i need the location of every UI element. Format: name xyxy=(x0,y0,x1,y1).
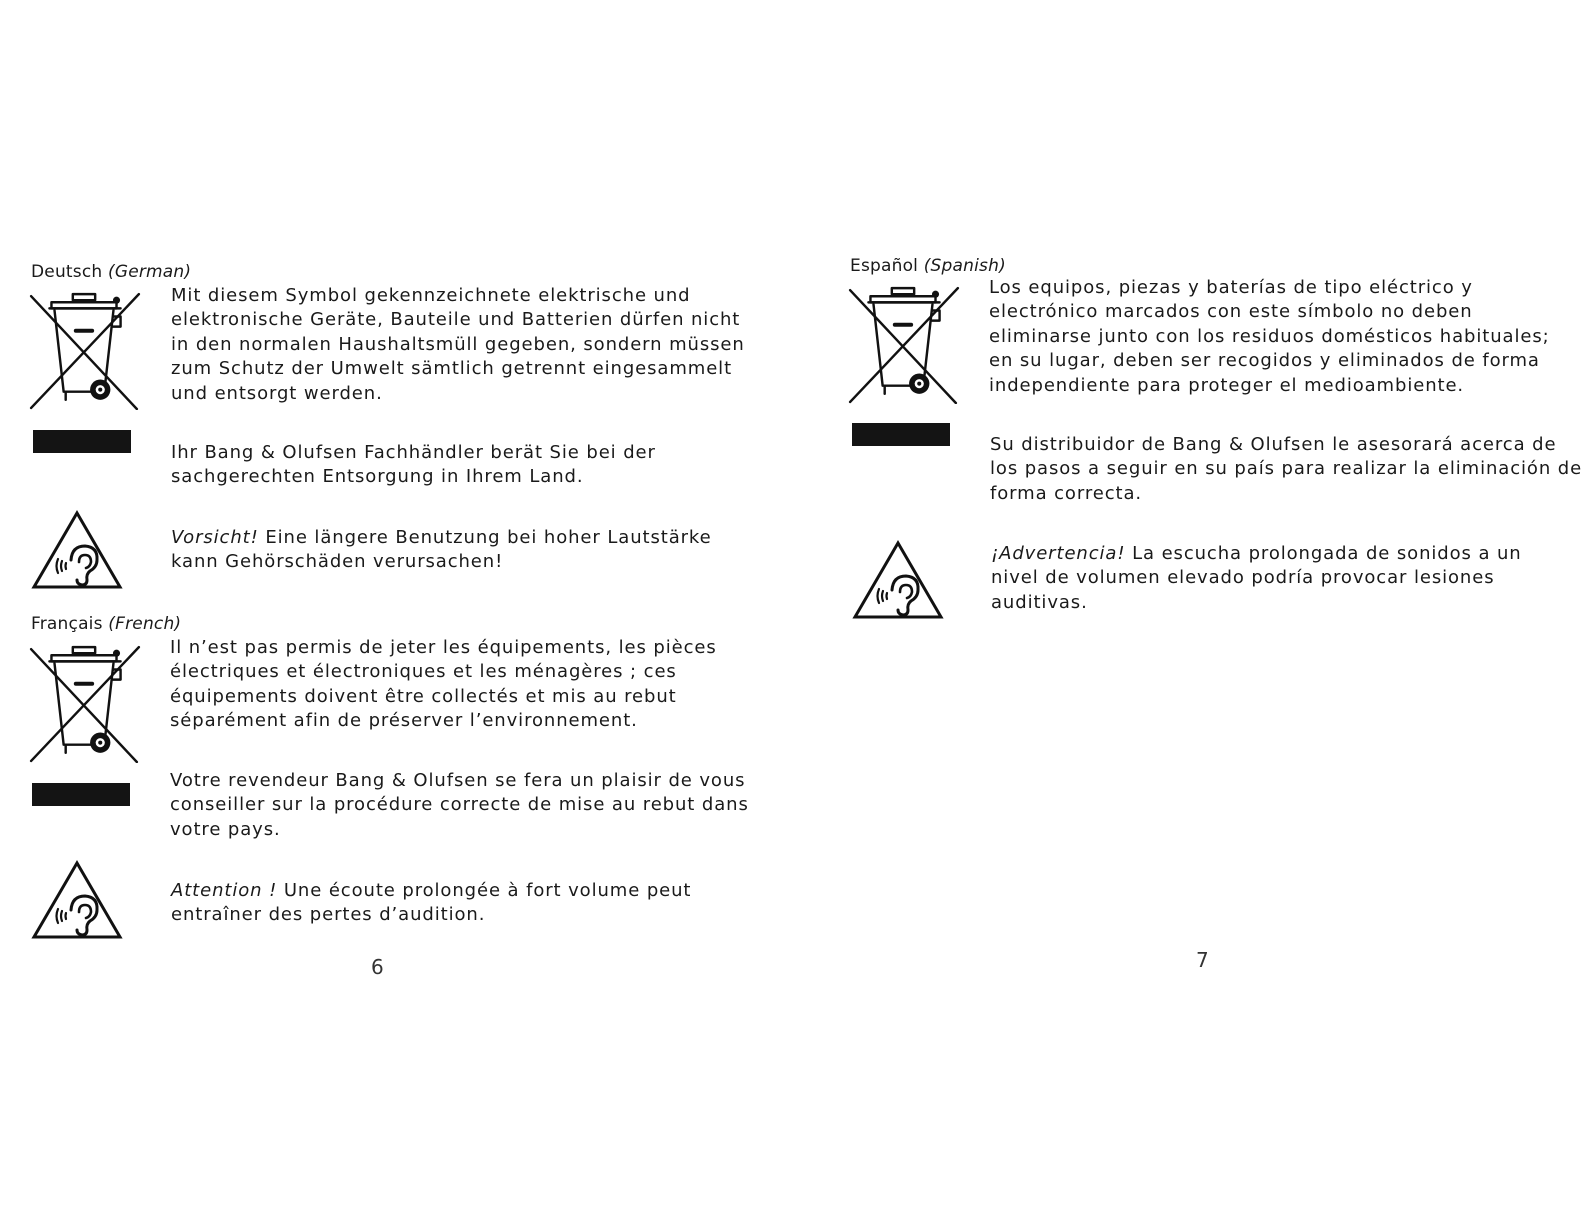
french-weee-paragraph xyxy=(170,636,717,734)
german-heading-text: Deutsch xyxy=(31,262,103,282)
text-line: sachgerechten Entsorgung in Ihrem Land. xyxy=(171,466,584,488)
spanish-section-heading xyxy=(850,256,1006,276)
text-line: los pasos a seguir en su país para realizar la eliminación de xyxy=(990,458,1583,480)
text-line: electrónico marcados con este símbolo no deben xyxy=(989,301,1473,323)
text-line: eliminarse junto con los residuos domésticos habituales; xyxy=(989,325,1550,347)
text-line: séparément afin de préserver l’environnement. xyxy=(170,710,638,732)
page-number-right: 7 xyxy=(1196,948,1209,972)
text-line: électriques et électroniques et les ménagères ; ces xyxy=(170,661,677,683)
hearing-warning-icon xyxy=(31,860,123,940)
text-line: entraîner des pertes d’audition. xyxy=(171,904,486,926)
french-heading-translation: (French) xyxy=(108,614,182,634)
spanish-warning-paragraph xyxy=(991,542,1522,615)
french-section-heading xyxy=(31,614,181,634)
text-line: kann Gehörschäden verursachen! xyxy=(171,551,504,573)
warning-label: Vorsicht! xyxy=(171,527,259,548)
page-number-left: 6 xyxy=(371,955,384,979)
warning-label: Attention ! xyxy=(171,880,278,901)
spanish-dealer-paragraph xyxy=(990,433,1582,506)
hearing-warning-icon xyxy=(852,540,944,620)
text-line: in den normalen Haushaltsmüll gegeben, sondern müssen xyxy=(171,333,745,355)
text-line: Votre revendeur Bang & Olufsen se fera un plaisir de vous xyxy=(170,770,746,791)
german-dealer-paragraph xyxy=(171,441,656,490)
german-section-heading xyxy=(31,262,191,282)
text-line: und entsorgt werden. xyxy=(171,382,383,404)
french-heading-text: Français xyxy=(31,614,103,634)
text-line: Su distribuidor de Bang & Olufsen le asesorará acerca de xyxy=(990,434,1557,455)
text-line: auditivas. xyxy=(991,591,1088,613)
text-line: independiente para proteger el medioambiente. xyxy=(989,374,1465,396)
german-weee-paragraph xyxy=(171,284,745,406)
spanish-heading-translation: (Spanish) xyxy=(923,256,1006,276)
text-line: elektronische Geräte, Bauteile und Batterien dürfen nicht xyxy=(171,309,741,331)
german-heading-translation: (German) xyxy=(107,262,192,282)
german-warning-paragraph xyxy=(171,526,712,575)
french-warning-paragraph xyxy=(171,879,691,928)
text-line: forma correcta. xyxy=(990,482,1142,504)
text-line: Une écoute prolongée à fort volume peut xyxy=(277,880,692,901)
text-line: Eine längere Benutzung bei hoher Lautstärke xyxy=(258,527,712,548)
spanish-heading-text: Español xyxy=(850,256,919,276)
hearing-warning-icon xyxy=(31,510,123,590)
text-line: Los equipos, piezas y baterías de tipo eléctrico y xyxy=(989,277,1473,298)
separate-collection-bar xyxy=(852,423,950,446)
text-line: Ihr Bang & Olufsen Fachhändler berät Sie bei der xyxy=(171,442,656,463)
spanish-weee-paragraph xyxy=(989,276,1550,398)
text-line: équipements doivent être collectés et mis au rebut xyxy=(170,685,677,707)
weee-recycling-icon xyxy=(29,639,141,763)
weee-recycling-icon xyxy=(29,286,141,410)
warning-label: ¡Advertencia! xyxy=(991,543,1126,564)
text-line: nivel de volumen elevado podría provocar lesiones xyxy=(991,567,1495,589)
text-line: Il n’est pas permis de jeter les équipements, les pièces xyxy=(170,637,717,658)
weee-recycling-icon xyxy=(848,280,960,404)
separate-collection-bar xyxy=(32,783,130,806)
text-line: conseiller sur la procédure correcte de mise au rebut dans xyxy=(170,794,749,816)
text-line: votre pays. xyxy=(170,818,281,840)
separate-collection-bar xyxy=(33,430,131,453)
text-line: zum Schutz der Umwelt sämtlich getrennt eingesammelt xyxy=(171,358,733,380)
french-dealer-paragraph xyxy=(170,769,749,842)
text-line: Mit diesem Symbol gekennzeichnete elektrische und xyxy=(171,285,691,306)
text-line: en su lugar, deben ser recogidos y eliminados de forma xyxy=(989,350,1540,372)
text-line: La escucha prolongada de sonidos a un xyxy=(1125,543,1522,564)
